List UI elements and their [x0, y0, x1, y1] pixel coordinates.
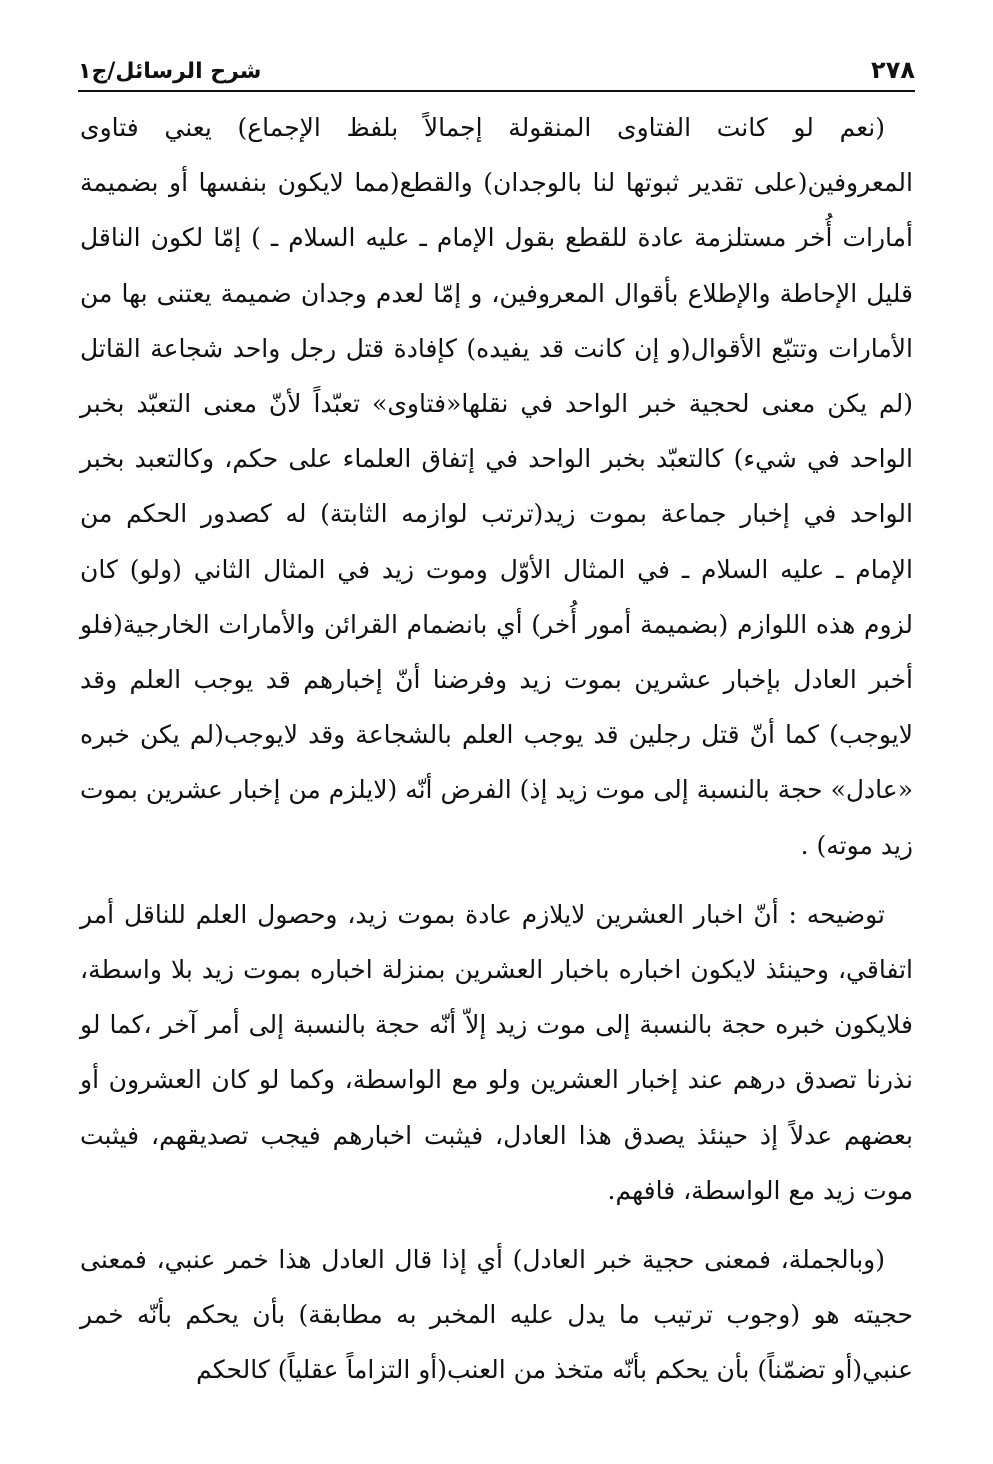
paragraph-3: (وبالجملة، فمعنى حجية خبر العادل) أي إذا قال العادل هذا خمر عنبي، فمعنى حجيته هو (وجوب ترتيب ما يدل عليه المخبر به مطابقة) بأن يحكم بأنّه خمر عنبي(أو تضمّناً) بأن يحكم بأنّه متخذ من العنب(أو التزاماً عقلياً) كالحكم	[80, 1245, 913, 1385]
page-number: ٢٧٨	[871, 56, 915, 84]
paragraph-2: توضيحه : أنّ اخبار العشرين لايلازم عادة بموت زيد، وحصول العلم للناقل أمر اتفاقي، وحينئذ لايكون اخباره باخبار العشرين بمنزلة اخباره بموت زيد بلا واسطة، فلايكون خبره حجة بالنسبة إلى موت زيد إلاّ أنّه حجة بالنسبة إلى أمر آخر ،كما لو نذرنا تصدق درهم عند إخبار العشرين ولو مع الواسطة، وكما لو كان العشرون أو بعضهم عدلاً إذ حينئذ يصدق هذا العادل، فيثبت اخبارهم فيجب تصديقهم، فيثبت موت زيد مع الواسطة، فافهم.	[80, 899, 913, 1205]
body-text	[80, 100, 913, 1398]
page-header	[78, 40, 915, 92]
bottom-margin	[0, 1424, 993, 1464]
paragraph-1: (نعم لو كانت الفتاوى المنقولة إجمالاً بلفظ الإجماع) يعني فتاوى المعروفين(على تقدير ثبوتها لنا بالوجدان) والقطع(مما لايكون بنفسها أو بضميمة أمارات أُخر مستلزمة عادة للقطع بقول الإمام ـ عليه السلام ـ ) إمّا لكون الناقل قليل الإحاطة والإطلاع بأقوال المعروفين، و إمّا لعدم وجدان ضميمة يعتنى بها من الأمارات وتتبّع الأقوال(و إن كانت قد يفيده) كإفادة قتل رجل واحد شجاعة القاتل (لم يكن معنى لحجية خبر الواحد في نقلها«فتاوى» تعبّداً لأنّ معنى التعبّد بخبر الواحد في شيء) كالتعبّد بخبر الواحد في إتفاق العلماء على حكم، وكالتعبد بخبر الواحد في إخبار جماعة بموت زيد(ترتب لوازمه الثابتة) له كصدور الحكم من الإمام ـ عليه السلام ـ في المثال الأوّل وموت زيد في المثال الثاني (ولو) كان لزوم هذه اللوازم (بضميمة أمور أُخر) أي بانضمام القرائن والأمارات الخارجية(فلو أخبر العادل بإخبار عشرين بموت زيد وفرضنا أنّ إخبارهم قد يوجب العلم وقد لايوجب) كما أنّ قتل رجلين قد يوجب العلم بالشجاعة وقد لايوجب(لم يكن خبره «عادل» حجة بالنسبة إلى موت زيد إذ) الفرض أنّه (لايلزم من إخبار عشرين بموت زيد موته) .	[80, 113, 913, 860]
running-title: شرح الرسائل/ج١	[78, 59, 262, 84]
